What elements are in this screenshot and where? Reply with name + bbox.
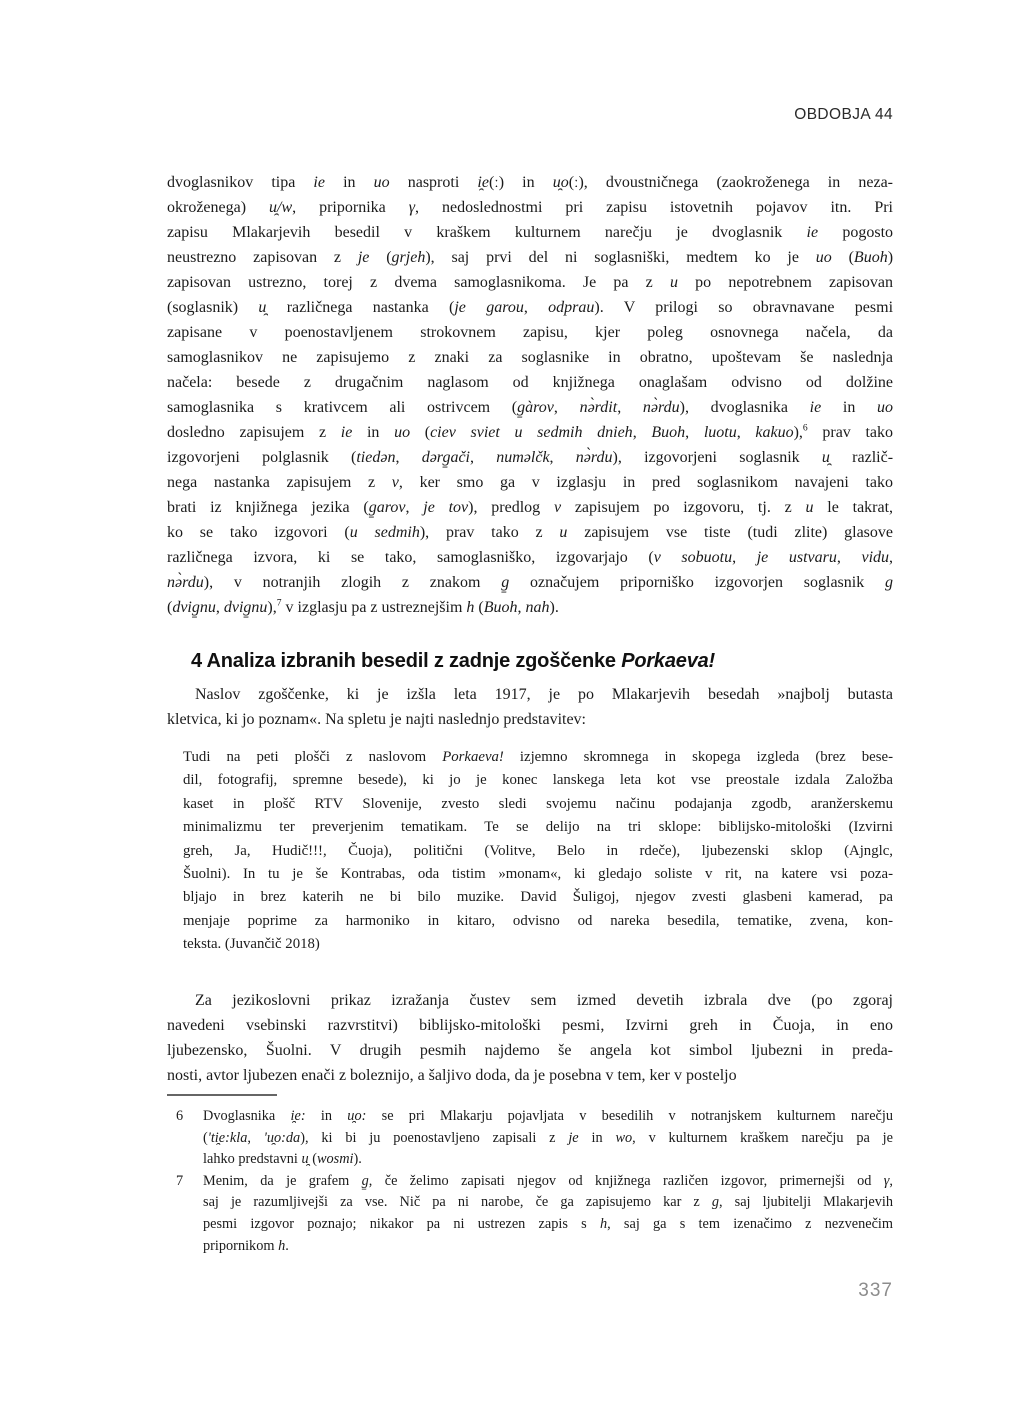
text-line: nega nastanka zapisujem z v, ker smo ga v izglasju in pred soglasnikom navajeni tako (167, 474, 893, 491)
text-line: pripornikom h. (203, 1237, 289, 1254)
text-line: (soglasnik) u̯ različnega nastanka (je garou, odprau). V prilogi so obravnavane pesmi (167, 299, 894, 316)
footnote-number: 6 (176, 1108, 184, 1124)
text-line: neustrezno zapisovan z je (grjeh), saj prvi del ni soglasniški, medtem ko je uo (Buoh) (167, 249, 894, 266)
text-line: ('ti̯e:kla, 'u̯o:da), ki bi ju poenostavljeno zapisali z je in wo, v kulturnem kraškem narečju pa je (203, 1129, 893, 1146)
text-line: Tudi na peti plošči z naslovom Porkaeva! izjemno skromnega in skopega izgleda (brez bese- (183, 749, 893, 765)
text-line: pesmi izgovor poznajo; nikakor pa ni ustrezen zapis s h, saj ga s tem izenačimo z nezvenečim (203, 1215, 894, 1232)
text-line: teksta. (Juvančič 2018) (183, 936, 320, 953)
text-line: Dvoglasnika i̯e: in u̯o: se pri Mlakarju pojavljata v besedilih v notranjskem kulturnem narečju (203, 1108, 894, 1124)
text-line: navedeni vsebinski razvrstitvi) biblijsko-mitološki pesmi, Izvirni greh in Čuoja, in eno (167, 1017, 893, 1034)
text-line: bljajo in brez katerih ne bi bilo muzike. David Šuligoj, njegov zvesti glasbeni kamerad, pa (183, 889, 893, 906)
journal-header: OBDOBJA 44 (794, 106, 893, 123)
text-line: dosledno zapisujem z ie in uo (ciev sviet u sedmih dnieh, Buoh, luotu, kakuo),$^6$ prav tako (167, 422, 894, 441)
text-line: okroženega) u̯/w, pripornika γ, nedoslednostmi pri zapisu istovetnih pojavov itn. Pri (167, 199, 893, 216)
text-line: Menim, da je grafem g̱, če želimo zapisati njegov od knjižnega različen izgovor, primernejši od γ, (203, 1172, 893, 1189)
text-line: Naslov zgoščenke, ki je izšla leta 1917, je po Mlakarjevih besedah »najbolj butasta (195, 686, 893, 703)
section-heading: 4 Analiza izbranih besedil z zadnje zgoščenke Porkaeva! (191, 650, 716, 672)
text-line: zapisane v poenostavljenem strokovnem zapisu, kjer poleg osnovnega načela, da (167, 324, 893, 341)
text-line: kaset in plošč RTV Slovenije, zvesto sledi svojemu načinu podajanja zgodb, aranžerskemu (183, 795, 893, 812)
text-line: minimalizmu ter preverjenim tematikam. Te se delijo na tri sklope: biblijsko-mitološki (Izvirni (183, 819, 893, 836)
text-line: nə̀rdu), v notranjih zlogih z znakom g̱ označujem priporniško izgovorjen soglasnik g (167, 574, 893, 591)
text-line: samoglasnikov ne zapisujemo z znaki za soglasnike in obratno, upoštevam še naslednja (167, 349, 893, 366)
text-line: brati iz knjižnega jezika (g̱arov, je tov), predlog v zapisujem po izgovoru, tj. z u le takrat, (167, 499, 894, 516)
footnote-separator (167, 1094, 277, 1096)
text-line: ljubezensko, Šuolni. V drugih pesmih najdemo še angela kot simbol ljubezni in preda- (167, 1042, 893, 1059)
text-line: dil, fotografij, spremne besede), ki jo je konec lanskega leta kot vse preostale izdala Založba (183, 772, 893, 789)
text-line: lahko predstavni u̯ (wosmi). (203, 1151, 362, 1168)
text-line: (dvig̱nu, dvig̱nu),$^7$ v izglasju pa z ustreznejšim h (Buoh, nah). (167, 597, 559, 616)
footnote-number: 7 (176, 1172, 184, 1189)
block-quote (183, 746, 893, 957)
text-line: Šuolni). In tu je še Kontrabas, oda tistim »monam«, ki gledajo soliste v rit, na katere vsi poza- (183, 866, 893, 883)
text-line: načela: besede z drugačnim naglasom od knjižnega onaglašam odvisno od dolžine (167, 374, 893, 391)
page-number: 337 (858, 1280, 893, 1301)
footnote-text (203, 1171, 893, 1257)
text-line: samoglasnika s krativcem ali ostrivcem (g̱àrov, nə̀rdit, nə̀rdu), dvoglasnika ie in uo (167, 399, 894, 416)
footnote-text (203, 1106, 893, 1171)
footnote-6 (167, 1106, 893, 1171)
text-line: dvoglasnikov tipa ie in uo nasproti i̯e(ː) in u̯o(ː), dvoustničnega (zaokroženega in neza- (167, 174, 893, 191)
footnote-7 (167, 1171, 893, 1257)
footnotes-section (167, 1106, 893, 1257)
text-line: kletvica, ki jo poznam«. Na spletu je najti naslednjo predstavitev: (167, 711, 586, 728)
body-paragraph-1 (167, 170, 893, 620)
text-line: nosti, avtor ljubezen enači z boleznijo, a šaljivo doda, da je posebna v tem, ker v posteljo (167, 1067, 737, 1084)
body-paragraph-3 (167, 988, 893, 1088)
text-line: saj je razumljivejši za vse. Nič pa ni narobe, če ga zapisujemo kar z g, saj ljubitelji Mlakarjevih (203, 1194, 894, 1211)
text-line: greh, Ja, Hudič!!!, Čuoja), politični (Volitve, Belo in rdeče), ljubezenski sklop (Ajnglc, (183, 842, 893, 859)
body-paragraph-2 (167, 682, 893, 732)
text-line: zapisovan ustrezno, torej z dvema samoglasnikoma. Je pa z u po nepotrebnem zapisovan (167, 274, 893, 291)
text-line: Za jezikoslovni prikaz izražanja čustev sem izmed devetih izbrala dve (po zgoraj (195, 992, 893, 1009)
text-line: ko se tako izgovori (u sedmih), prav tako z u zapisujem vse tiste (tudi zlite) glasove (167, 524, 894, 541)
text-line: menjaje poprime za harmoniko in kitaro, odvisno od nareka besedila, tematike, zvena, kon- (183, 912, 893, 929)
text-line: zapisu Mlakarjevih besedil v kraškem kulturnem narečju je dvoglasnik ie pogosto (167, 224, 894, 241)
text-line: izgovorjeni polglasnik (tiedən, dərg̱ači, numəlčk, nə̀rdu), izgovorjeni soglasnik u̯ različ- (167, 449, 894, 466)
text-line: različnega izvora, ki se tako, samoglasniško, izgovarjajo (v sobuotu, je ustvaru, vidu, (167, 549, 894, 566)
